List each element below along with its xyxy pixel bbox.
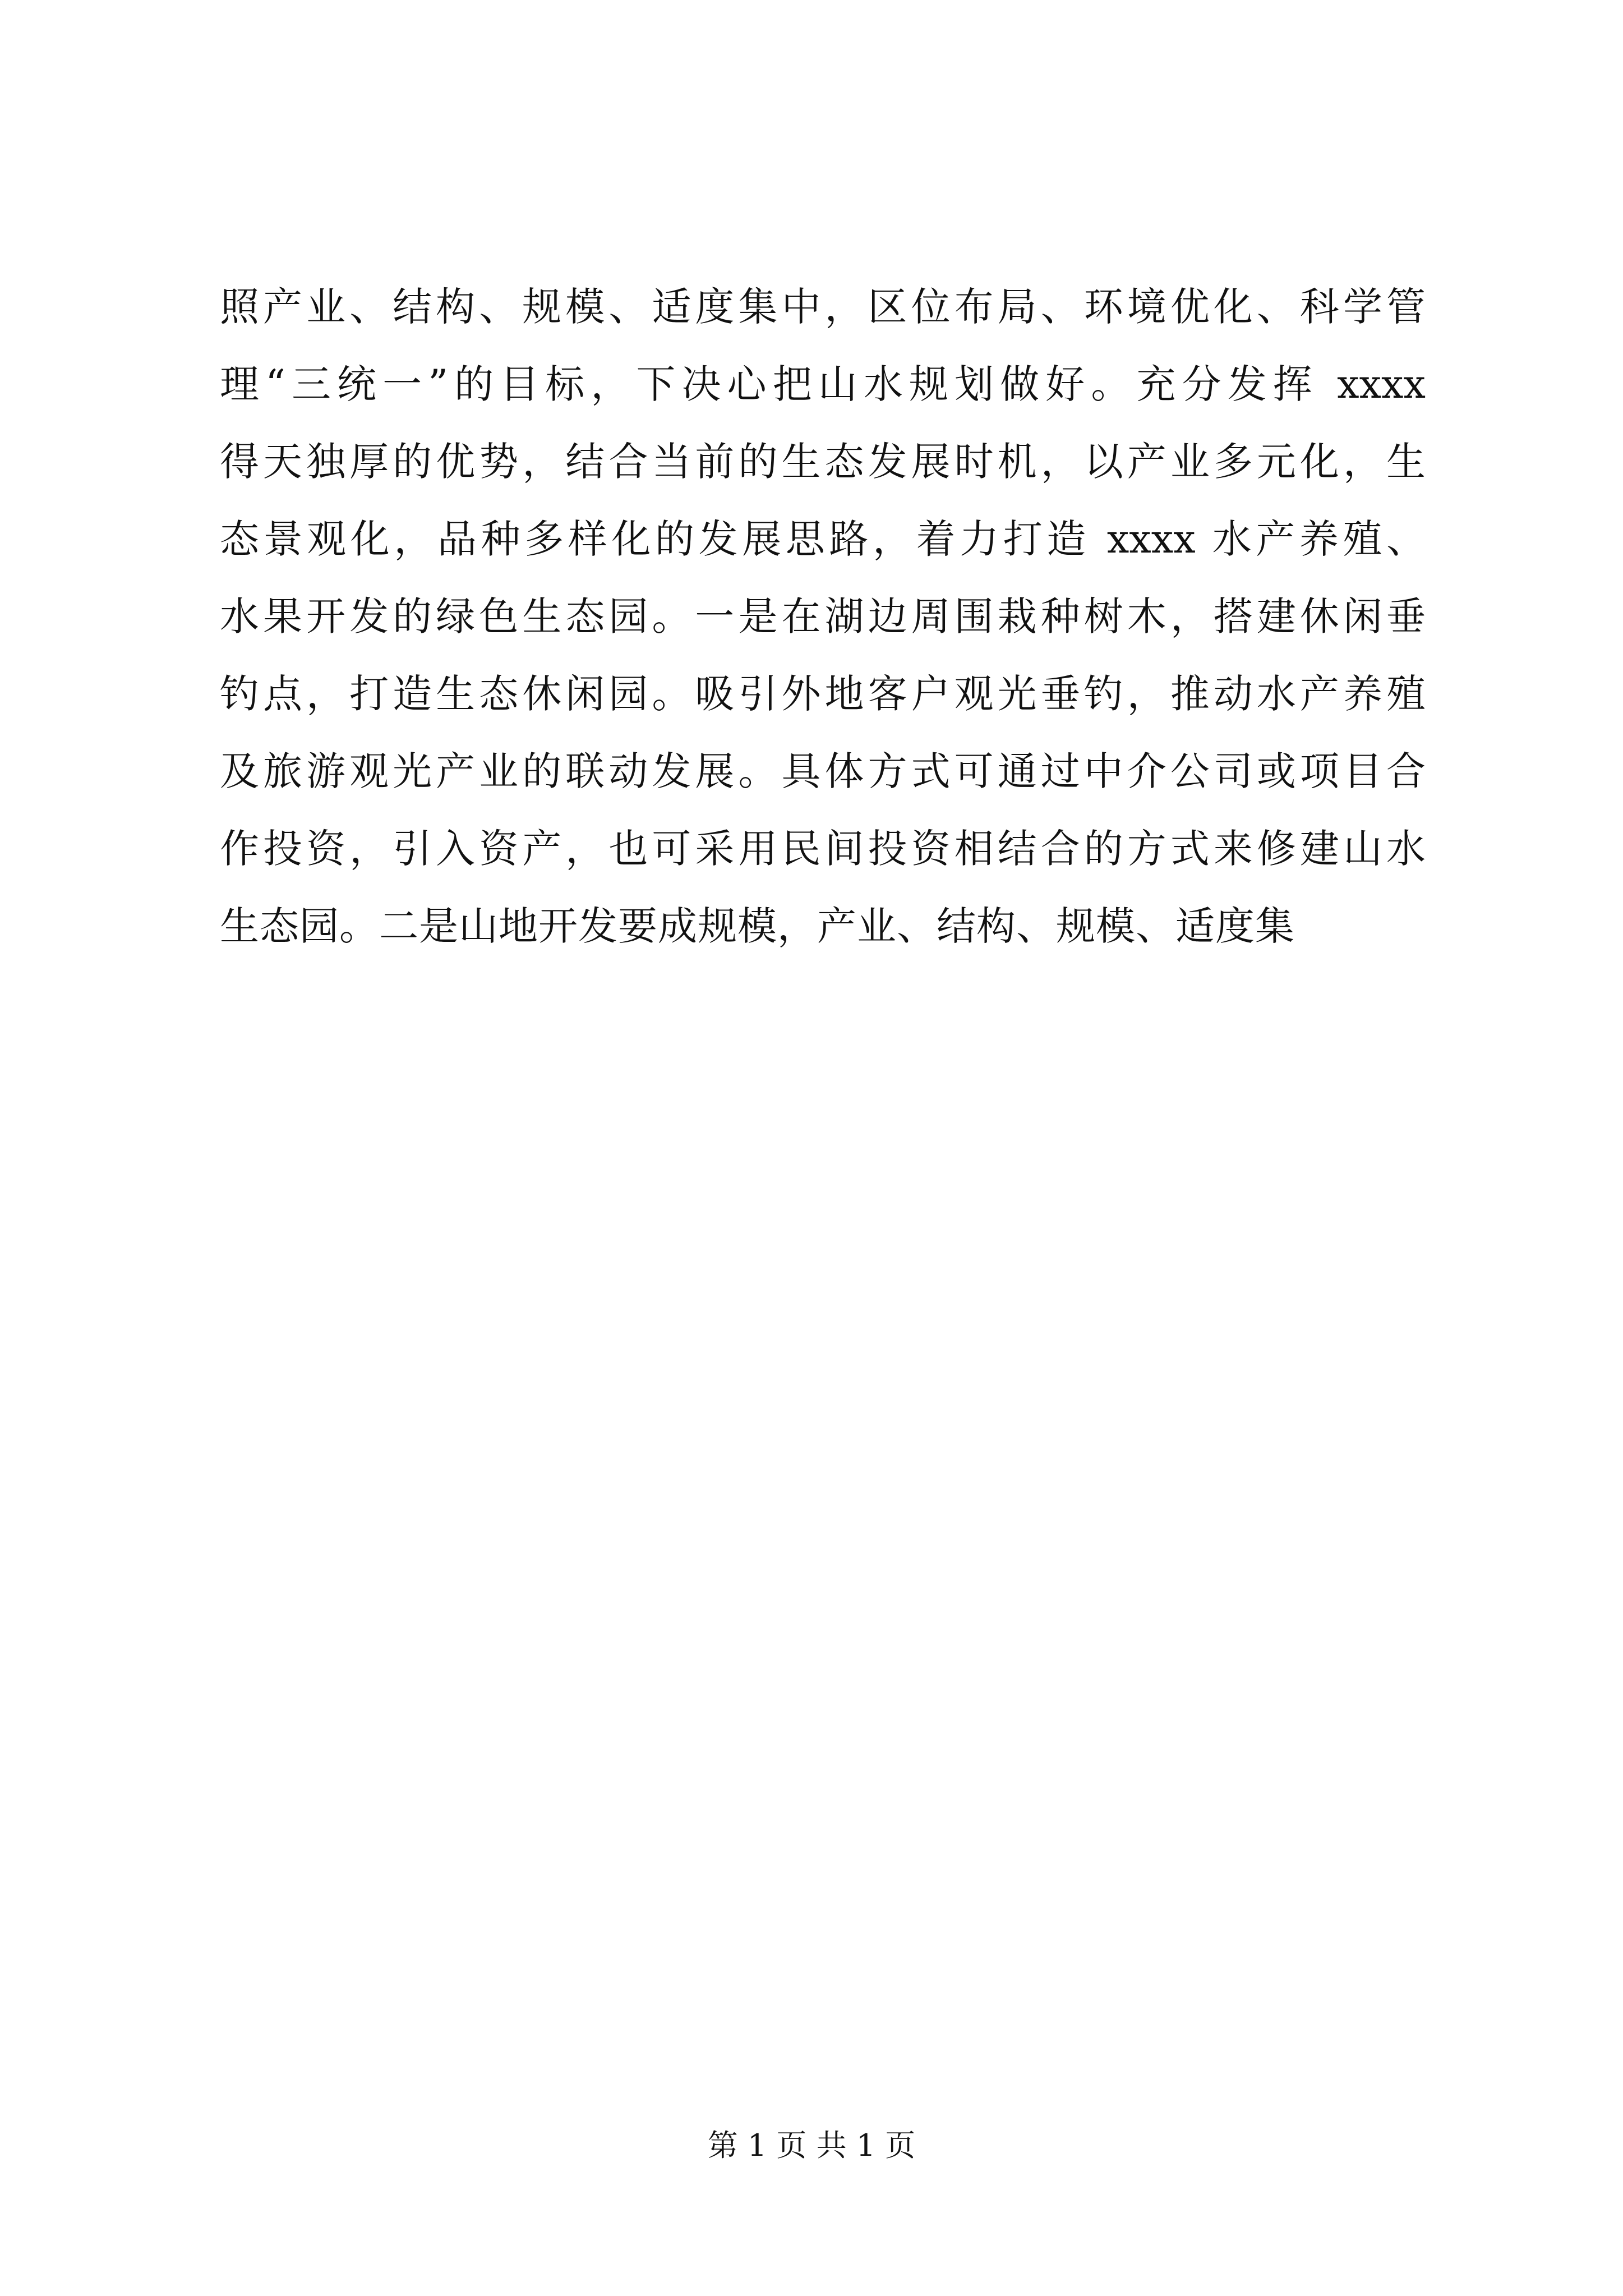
text-line: 态景观化，品种多样化的发展思路，着力打造 xxxx 水产养殖、 xyxy=(220,516,1426,562)
text-line: 钓点，打造生态休闲园。吸引外地客户观光垂钓，推动水产养殖 xyxy=(220,671,1426,717)
text-line: 作投资，引入资产，也可采用民间投资相结合的方式来修建山水 xyxy=(220,826,1426,872)
text-line: 水果开发的绿色生态园。一是在湖边周围栽种树木，搭建休闲垂 xyxy=(220,593,1426,639)
page-number-footer: 第 1 页 共 1 页 xyxy=(707,2128,916,2163)
text-line: 及旅游观光产业的联动发展。具体方式可通过中介公司或项目合 xyxy=(220,748,1426,794)
text-line: 理“三统一”的目标，下决心把山水规划做好。充分发挥 xxxx xyxy=(220,361,1426,407)
text-line: 得天独厚的优势，结合当前的生态发展时机，以产业多元化，生 xyxy=(220,439,1426,485)
text-line: 生态园。二是山地开发要成规模，产业、结构、规模、适度集 xyxy=(220,903,1295,949)
text-line: 照产业、结构、规模、适度集中，区位布局、环境优化、科学管 xyxy=(220,284,1426,330)
body-paragraph xyxy=(220,268,1426,965)
